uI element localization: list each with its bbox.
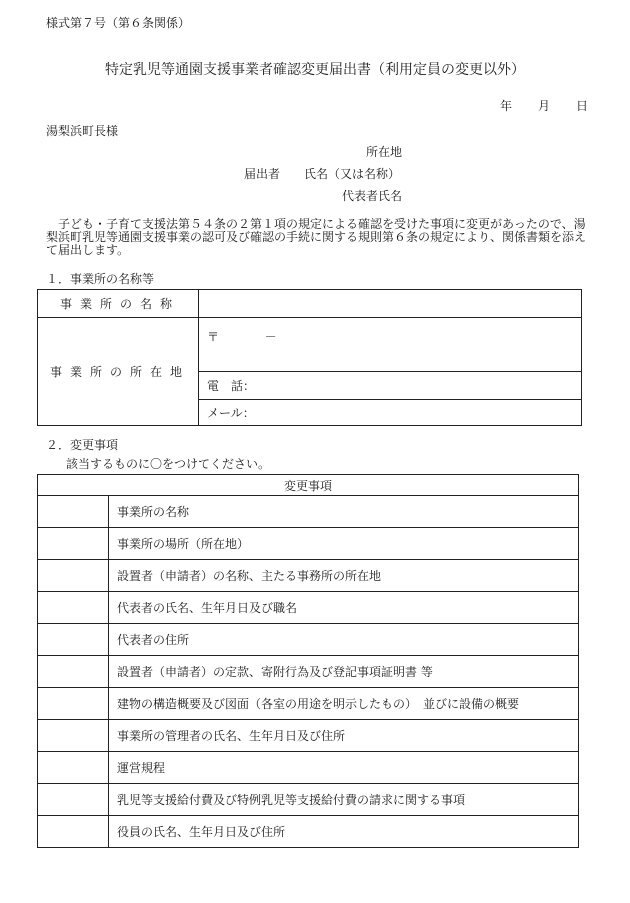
change-item: 事業所の管理者の氏名、生年月日及び住所 (109, 720, 579, 752)
phone-label: 電 話： (207, 379, 256, 393)
check-cell[interactable] (38, 816, 109, 848)
check-cell[interactable] (38, 752, 109, 784)
facility-name-field[interactable] (199, 290, 582, 318)
date-year-label: 年 (500, 99, 513, 113)
check-cell[interactable] (38, 496, 109, 528)
change-item: 代表者の氏名、生年月日及び職名 (109, 592, 579, 624)
email-field[interactable] (199, 400, 582, 426)
name-label: 氏名（又は名称） (304, 167, 401, 181)
change-item: 運営規程 (109, 752, 579, 784)
phone-field[interactable] (199, 372, 582, 400)
check-cell[interactable] (38, 720, 109, 752)
email-label: メール： (207, 406, 255, 420)
addressee: 湯梨浜町長様 (46, 124, 119, 138)
intro-paragraph: 子ども・子育て支援法第５４条の２第１項の規定による確認を受けた事項に変更があったので、湯梨浜町乳児等通園支援事業の認可及び確認の手続に関する規則第６条の規定により、関係書類を添えて届出します。 (46, 217, 587, 257)
check-cell[interactable] (38, 656, 109, 688)
change-item: 事業所の場所（所在地） (109, 528, 579, 560)
check-cell[interactable] (38, 784, 109, 816)
facility-info-table (37, 289, 582, 426)
change-item: 設置者（申請者）の名称、主たる事務所の所在地 (109, 560, 579, 592)
facility-name-label: 事業所の名称 (38, 290, 199, 318)
change-items-table (37, 474, 579, 848)
date-day-label: 日 (576, 99, 589, 113)
check-cell[interactable] (38, 528, 109, 560)
postal-mark: 〒 (207, 330, 220, 344)
notifier-label: 届出者 (244, 167, 281, 181)
check-cell[interactable] (38, 560, 109, 592)
form-number: 様式第７号（第６条関係） (46, 16, 191, 30)
change-item: 代表者の住所 (109, 624, 579, 656)
change-item: 設置者（申請者）の定款、寄附行為及び登記事項証明書 等 (109, 656, 579, 688)
section1-heading: １．事業所の名称等 (46, 272, 155, 286)
change-item: 乳児等支援給付費及び特例乳児等支援給付費の請求に関する事項 (109, 784, 579, 816)
change-item: 建物の構造概要及び図面（各室の用途を明示したもの） 並びに設備の概要 (109, 688, 579, 720)
change-items-header: 変更事項 (38, 475, 579, 496)
check-cell[interactable] (38, 624, 109, 656)
address-label: 所在地 (366, 145, 403, 159)
change-item: 役員の氏名、生年月日及び住所 (109, 816, 579, 848)
document-title: 特定乳児等通園支援事業者確認変更届出書（利用定員の変更以外） (105, 62, 525, 78)
section2-heading: ２．変更事項 (46, 438, 119, 452)
change-item: 事業所の名称 (109, 496, 579, 528)
postal-dash: － (264, 330, 277, 344)
check-cell[interactable] (38, 592, 109, 624)
representative-label: 代表者氏名 (342, 189, 403, 203)
instruction-note: 該当するものに〇をつけてください。 (66, 457, 271, 471)
date-month-label: 月 (538, 99, 551, 113)
check-cell[interactable] (38, 688, 109, 720)
postal-address-field[interactable] (199, 318, 582, 372)
facility-location-label: 事業所の所在地 (38, 318, 199, 426)
